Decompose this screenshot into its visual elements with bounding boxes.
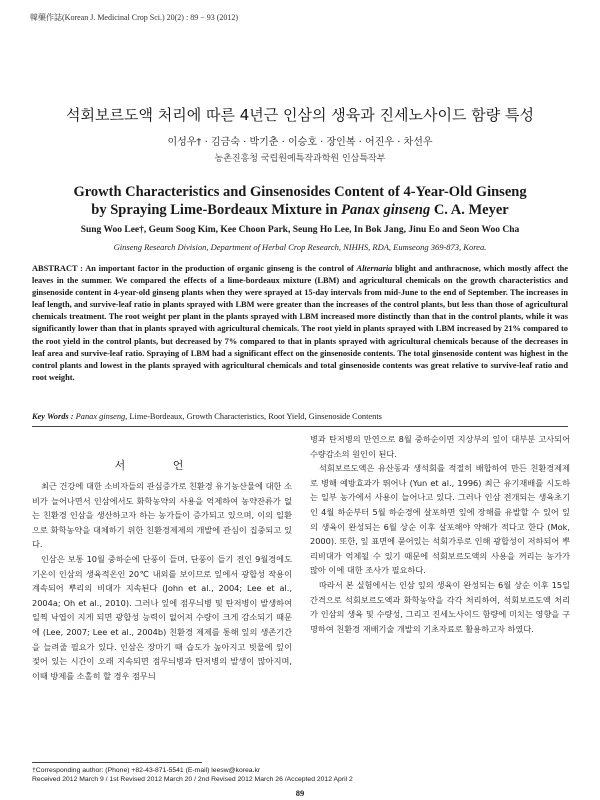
english-title-line2-a: by Spraying Lime-Bordeaux Mixture in xyxy=(91,202,342,218)
keywords-label: Key Words : xyxy=(32,412,74,421)
journal-citation: 韓藥作誌(Korean J. Medicinal Crop Sci.) 20(2) : 89 − 93 (2012) xyxy=(30,13,239,22)
left-paragraph-1: 최근 건강에 대한 소비자들의 관심증가로 친환경 유기농산물에 대한 소비가 늘어나면서 인삼에서도 화학농약의 사용을 억제하여 농약잔류가 없는 친환경 인삼을 생산하고자 하는 농가들이 증가되고 있으며, 이의 일환으로 화학농약을 대체하기 위한 친환경제제의 개발에 관심이 집중되고 있다. xyxy=(32,481,292,550)
footnote-corresponding: †Corresponding author: (Phone) +82-43-871-5541 (E-mail) leesw@korea.kr xyxy=(32,767,261,774)
left-column xyxy=(32,479,292,683)
english-title-line1: Growth Characteristics and Ginsenosides Content of 4-Year-Old Ginseng xyxy=(73,184,527,200)
keywords-rest: , Lime-Bordeaux, Growth Characteristics, Root Yield, Ginsenoside Contents xyxy=(125,412,382,421)
keywords xyxy=(32,412,568,421)
keywords-italic: Panax ginseng xyxy=(75,412,126,421)
abstract-label: ABSTRACT : xyxy=(32,264,83,273)
section-heading: 서 언 xyxy=(114,459,206,472)
english-affiliation: Ginseng Research Division, Department of Herbal Crop Research, NIHHS, RDA, Eumseong 369-873, Korea. xyxy=(113,242,487,252)
english-title xyxy=(40,183,560,219)
abstract xyxy=(32,263,568,384)
english-title-species: Panax ginseng xyxy=(341,202,431,218)
abstract-text-1: An important factor in the production of organic ginseng is the control of xyxy=(82,264,357,273)
right-paragraph-2: 따라서 본 실험에서는 인삼 잎의 생육이 완성되는 6월 상순 이후 15일 간격으로 석회보르도액과 화학농약을 각각 처리하여, 석회보르도액 처리가 인삼의 생육 및 수량성, 그리고 진세노사이드 함량에 미치는 영향을 구명하여 친환경 재배기술 개발의 기초자료로 활용하고자 하였다. xyxy=(310,579,570,634)
footnote-divider xyxy=(32,762,202,763)
footnote-dates: Received 2012 March 9 / 1st Revised 2012 March 20 / 2nd Revised 2012 March 26 /Accepted 2012 April 2 xyxy=(32,776,353,783)
left-paragraph-2: 인삼은 보통 10월 중하순에 단풍이 들며, 단풍이 들기 전인 9월경에도 기온이 인삼의 생육적온인 20℃ 내외를 보이므로 잎에서 광합성 작용이 계속되어 뿌리의 비대가 지속된다 (John et al., 2004; Lee et al., 2004a; Oh et al., 2010). 그러나 잎에 점무늬병 및 탄저병이 발생하여 일찍 낙엽이 지게 되면 광합성 능력이 없어져 수량이 크게 감소되기 때문에 (Lee, 2007; Lee et al., 2004b) 친환경 제제를 통해 잎의 생존기간을 늘려줄 필요가 있다. 인삼은 장마기 때 습도가 높아지고 빗물에 잎이 젖어 있는 시간이 오래 지속되면 점무늬병과 탄저병의 발생이 많아지며, 이때 방제를 소홀히 할 경우 점무늬 xyxy=(32,553,292,681)
korean-title: 석회보르도액 처리에 따른 4년근 인삼의 생육과 진세노사이드 함량 특성 xyxy=(66,106,534,124)
english-title-line2-b: C. A. Meyer xyxy=(430,202,509,218)
footnote xyxy=(32,766,568,784)
abstract-italic: Alternaria xyxy=(356,264,393,273)
english-authors: Sung Woo Lee†, Geum Soog Kim, Kee Choon Park, Seung Ho Lee, In Bok Jang, Jinu Eo and Seon Woo Cha xyxy=(80,225,520,235)
right-paragraph-0: 병과 탄저병의 만연으로 8월 중하순이면 지상부의 잎이 대부분 고사되어 수량감소의 원인이 된다. xyxy=(310,434,570,459)
abstract-text-2: blight and anthracnose, which mostly affect the leaves in the summer. We compared the effects of a lime-bordeaux mixture (LBM) and agricultural chemicals on the growth characteristics and ginsenoside content in 4-year-old ginseng plants when they were sprayed at 15-day intervals from mid-June to the end of September. The increases in leaf length, and survive-leaf ratio in plants sprayed with LBM were greater than the increases of the control plants, but less than those of agricultural chemicals treatment. The root weight per plant in the plants sprayed with LBM increased more distinctly than that in the control plants, while it was significantly lower than that in plants sprayed with agricultural chemicals. The root yield in plants sprayed with LBM increased by 21% compared to the root yield in the control plants, but decreased by 7% compared to that in plants sprayed with agricultural chemicals because of the decreases in leaf area and survive-leaf ratio. Spraying of LBM had a significant effect on the ginsenoside contents. The total ginsenoside content was highest in the control plants and lowest in the plants sprayed with agricultural chemicals and total ginsenoside contents was great relative to survive-leaf ratio and root weight. xyxy=(32,264,568,382)
right-column xyxy=(310,432,570,636)
korean-affiliation: 농촌진흥청 국립원예특작과학원 인삼특작부 xyxy=(214,154,386,164)
right-paragraph-1: 석회보르도액은 유산동과 생석회를 적절히 배합하여 만든 친환경제제로 병해 예방효과가 뛰어나 (Yun et al., 1996) 최근 유기재배를 시도하는 일부 농가에서 사용이 늘어나고 있다. 그러나 인삼 전개되는 생육초기인 4월 하순부터 5월 하순경에 살포하면 잎에 장해를 유발할 수 있어 잎의 생육이 완성되는 6월 상순 이후 살포해야 약해가 적다고 한다 (Mok, 2000). 또한, 잎 표면에 묻어있는 석회가루로 인해 광합성이 저하되어 뿌리비대가 억제될 수 있기 때문에 석회보르도액의 사용을 꺼리는 농가가 많아 이에 대한 조사가 필요하다. xyxy=(310,463,570,576)
page-number: 89 xyxy=(295,788,305,798)
section-divider xyxy=(32,426,568,427)
korean-authors: 이성우† · 김금숙 · 박기춘 · 이승호 · 장인복 · 어진우 · 차선우 xyxy=(167,137,433,148)
